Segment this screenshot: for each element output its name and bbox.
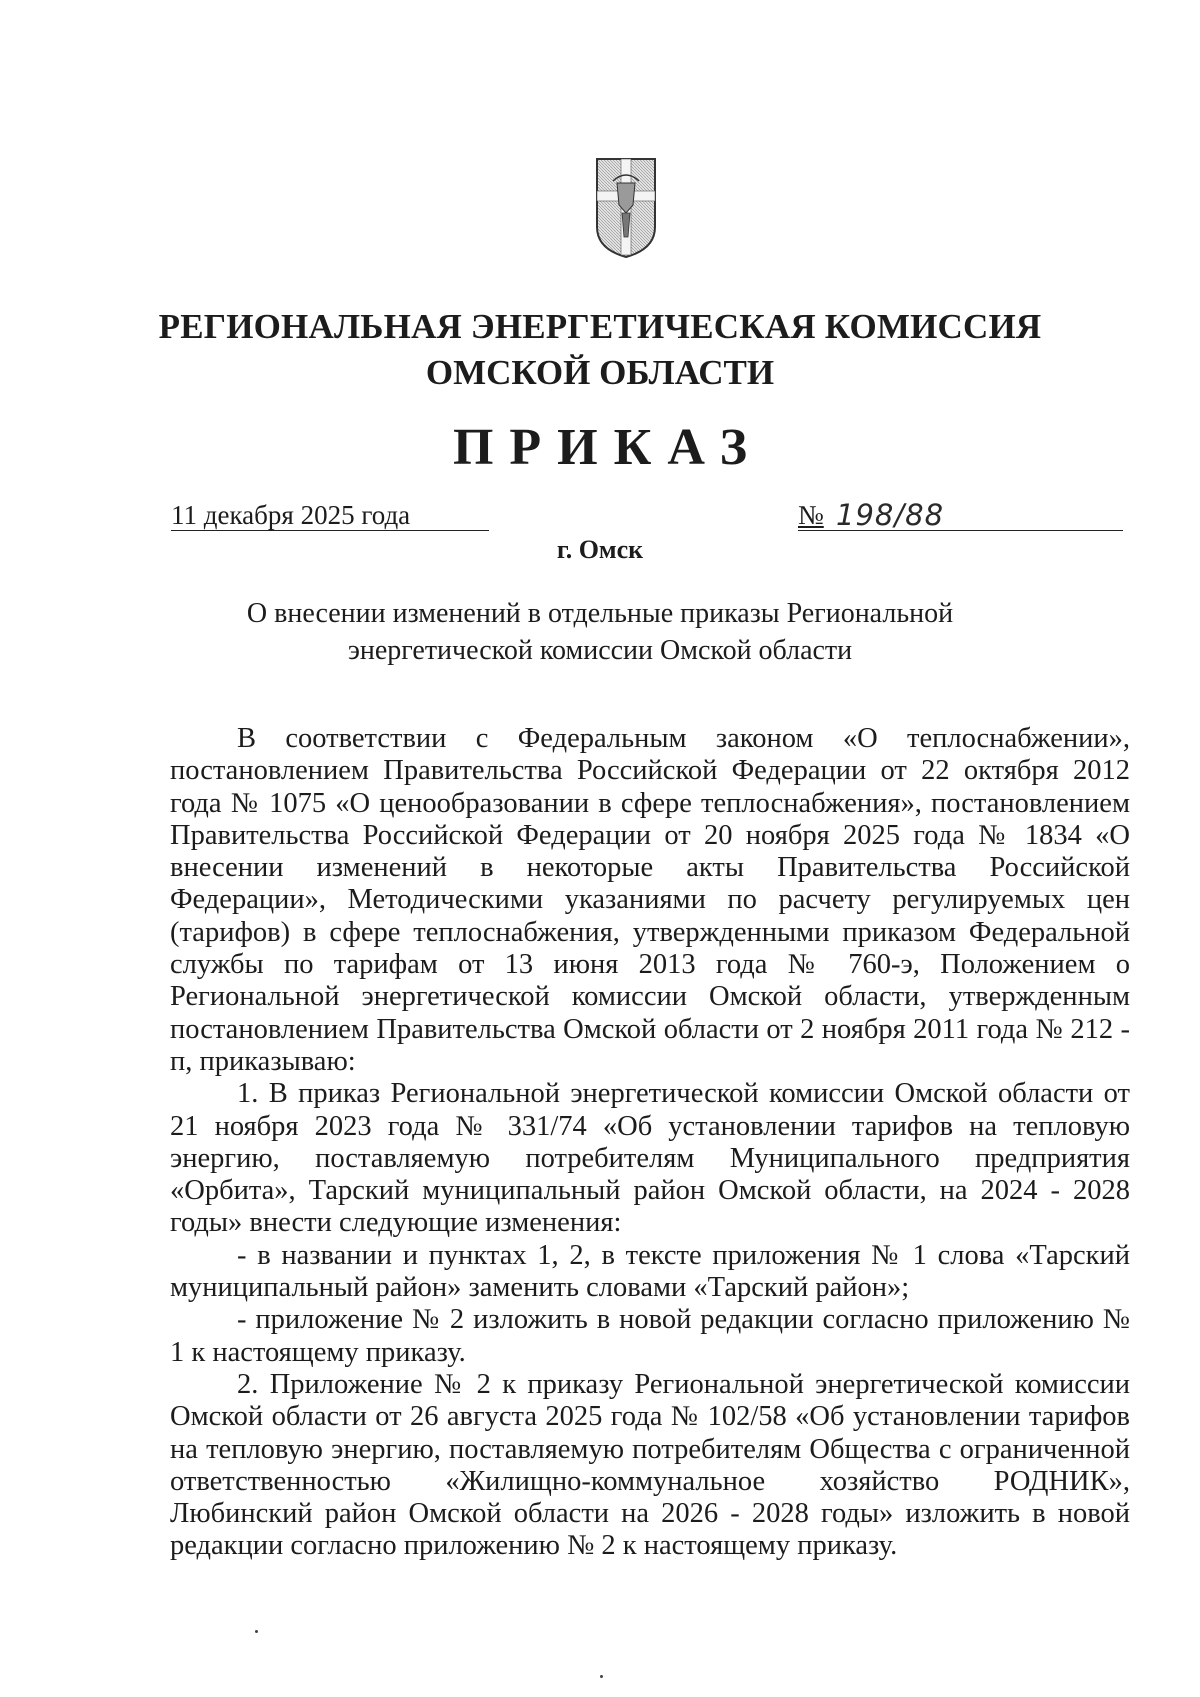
city-name: г. Омск (556, 535, 644, 564)
order-title-line1: О внесении изменений в отдельные приказы Региональной (246, 598, 954, 629)
scan-speck (600, 1675, 603, 1678)
order-number-handwritten: 198/88 (836, 498, 945, 532)
item-1-paragraph: 1. В приказ Региональной энергетической комиссии Омской области от 21 ноября 2023 года № 331/74 «Об установлении тарифов на тепловую энергию, поставляемую потребителям Муниципального предприятия «Орбита», Тарский муниципальный район Омской области, на 2024 - 2028 годы» внести следующие изменения: (170, 1078, 1130, 1239)
order-number-field (798, 496, 1123, 531)
coat-of-arms-emblem (595, 157, 657, 259)
item-1-subitem-1: - в названии и пунктах 1, 2, в тексте приложения № 1 слова «Тарский муниципальный район» заменить словами «Тарский район»; (170, 1239, 1130, 1304)
order-title-line2: энергетической комиссии Омской области (347, 635, 853, 666)
organization-name-line2: ОМСКОЙ ОБЛАСТИ (425, 353, 775, 392)
item-1-subitem-2: - приложение № 2 изложить в новой редакции согласно приложению № 1 к настоящему приказу. (170, 1304, 1130, 1368)
document-type-heading: ПРИКАЗ (452, 419, 764, 476)
preamble-paragraph: В соответствии с Федеральным законом «О теплоснабжении», постановлением Правительства Российской Федерации от 22 октября 2012 года № 1075 «О ценообразовании в сфере теплоснабжения», постановлением Правительства Российской Федерации от 20 ноября 2025 года № 1834 «О внесении изменений в некоторые акты Правительства Российской Федерации», Методическими указаниями по расчету регулируемых цен (тарифов) в сфере теплоснабжения, утвержденными приказом Федеральной службы по тарифам от 13 июня 2013 года № 760-э, Положением о Региональной энергетической комиссии Омской области, утвержденным постановлением Правительства Омской области от 2 ноября 2011 года № 212 - п, приказываю: (170, 723, 1130, 1077)
scan-speck (255, 1630, 258, 1633)
organization-name-line1: РЕГИОНАЛЬНАЯ ЭНЕРГЕТИЧЕСКАЯ КОМИССИЯ (158, 307, 1042, 346)
number-sign-label: № (798, 500, 824, 530)
order-title (200, 595, 1000, 669)
order-date: 11 декабря 2025 года (171, 500, 489, 531)
order-body (170, 723, 1130, 1563)
item-2-paragraph: 2. Приложение № 2 к приказу Региональной энергетической комиссии Омской области от 26 августа 2025 года № 102/58 «Об установлении тарифов на тепловую энергию, поставляемую потребителям Общества с ограниченной ответственностью «Жилищно-коммунальное хозяйство РОДНИК», Любинский район Омской области на 2026 - 2028 годы» изложить в новой редакции согласно приложению № 2 к настоящему приказу. (170, 1368, 1130, 1562)
